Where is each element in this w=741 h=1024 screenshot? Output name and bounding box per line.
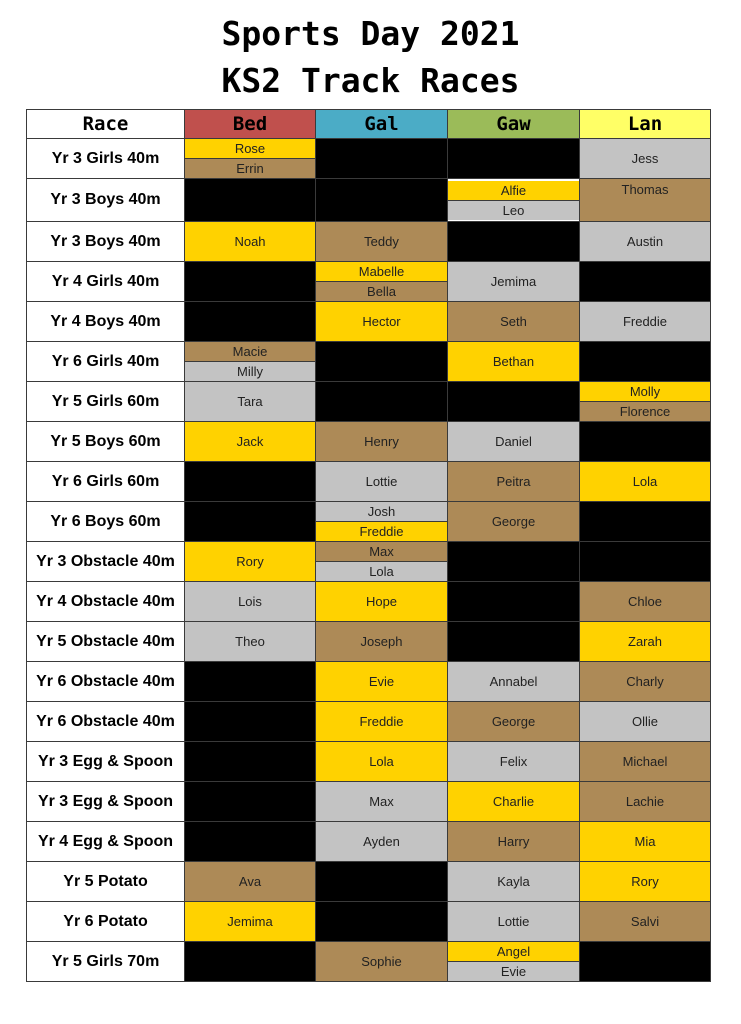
- participant-cell: Jemima: [448, 262, 580, 302]
- participant-cell: Teddy: [316, 222, 448, 262]
- header-race: Race: [27, 110, 185, 139]
- header-bed: Bed: [185, 110, 316, 139]
- table-row: [27, 782, 711, 822]
- empty-cell: [185, 662, 316, 702]
- participant-cell: Charlie: [448, 782, 580, 822]
- table-body: [27, 139, 711, 982]
- participant-cell: Felix: [448, 742, 580, 782]
- empty-cell: [580, 542, 711, 582]
- participant-cell: Henry: [316, 422, 448, 462]
- table-row: [27, 902, 711, 942]
- empty-cell: [185, 942, 316, 982]
- race-name: Yr 3 Boys 40m: [27, 222, 185, 262]
- race-name: Yr 6 Boys 60m: [27, 502, 185, 542]
- header-row: [27, 110, 711, 139]
- participant-cell: Ayden: [316, 822, 448, 862]
- participant-cell: Michael: [580, 742, 711, 782]
- table-row: [27, 382, 711, 422]
- table-row: [27, 342, 711, 382]
- race-name: Yr 4 Boys 40m: [27, 302, 185, 342]
- race-name: Yr 5 Obstacle 40m: [27, 622, 185, 662]
- race-name: Yr 3 Girls 40m: [27, 139, 185, 179]
- participant-cell: Joseph: [316, 622, 448, 662]
- participant-cell: Rory: [580, 862, 711, 902]
- participant-cell: Sophie: [316, 942, 448, 982]
- empty-cell: [316, 902, 448, 942]
- race-name: Yr 4 Egg & Spoon: [27, 822, 185, 862]
- participant-cell: Freddie: [316, 702, 448, 742]
- participant-cell: Theo: [185, 622, 316, 662]
- race-name: Yr 4 Obstacle 40m: [27, 582, 185, 622]
- empty-cell: [185, 702, 316, 742]
- split-cell: [580, 382, 711, 422]
- header-gaw: Gaw: [448, 110, 580, 139]
- participant-cell: Hector: [316, 302, 448, 342]
- participant-cell: Noah: [185, 222, 316, 262]
- participant-cell: Mia: [580, 822, 711, 862]
- race-name: Yr 5 Boys 60m: [27, 422, 185, 462]
- participant-cell: Rose: [185, 139, 315, 158]
- split-cell: [316, 502, 448, 542]
- split-cell: [448, 179, 580, 222]
- participant-cell: Bella: [316, 281, 447, 301]
- split-cell: [185, 342, 316, 382]
- race-name: Yr 6 Obstacle 40m: [27, 662, 185, 702]
- participant-cell: Evie: [448, 961, 579, 981]
- race-name: Yr 4 Girls 40m: [27, 262, 185, 302]
- empty-cell: [316, 382, 448, 422]
- participant-cell: Jess: [580, 139, 711, 179]
- participant-cell: Chloe: [580, 582, 711, 622]
- table-row: [27, 139, 711, 179]
- empty-cell: [185, 179, 316, 222]
- empty-cell: [316, 342, 448, 382]
- table-row: [27, 622, 711, 662]
- race-name: Yr 3 Boys 40m: [27, 179, 185, 222]
- race-name: Yr 5 Potato: [27, 862, 185, 902]
- race-name: Yr 6 Obstacle 40m: [27, 702, 185, 742]
- table-row: [27, 502, 711, 542]
- empty-cell: [580, 422, 711, 462]
- participant-cell: Zarah: [580, 622, 711, 662]
- empty-cell: [580, 502, 711, 542]
- table-row: [27, 302, 711, 342]
- table-row: [27, 422, 711, 462]
- participant-cell: Thomas: [580, 179, 711, 222]
- participant-cell: Kayla: [448, 862, 580, 902]
- race-name: Yr 3 Obstacle 40m: [27, 542, 185, 582]
- participant-cell: Max: [316, 782, 448, 822]
- empty-cell: [448, 382, 580, 422]
- participant-cell: Errin: [185, 158, 315, 178]
- empty-cell: [580, 942, 711, 982]
- participant-cell: Seth: [448, 302, 580, 342]
- empty-cell: [185, 782, 316, 822]
- race-table: [26, 109, 711, 982]
- participant-cell: Max: [316, 542, 447, 561]
- table-row: [27, 662, 711, 702]
- participant-cell: Charly: [580, 662, 711, 702]
- table-row: [27, 582, 711, 622]
- race-name: Yr 3 Egg & Spoon: [27, 782, 185, 822]
- participant-cell: Alfie: [448, 181, 579, 200]
- participant-cell: Tara: [185, 382, 316, 422]
- empty-cell: [185, 742, 316, 782]
- title-line-1: Sports Day 2021: [221, 14, 520, 53]
- participant-cell: Ollie: [580, 702, 711, 742]
- empty-cell: [448, 222, 580, 262]
- participant-cell: Milly: [185, 361, 315, 381]
- participant-cell: Freddie: [316, 521, 447, 541]
- empty-cell: [185, 462, 316, 502]
- header-lan: Lan: [580, 110, 711, 139]
- participant-cell: Florence: [580, 401, 710, 421]
- participant-cell: Jack: [185, 422, 316, 462]
- race-name: Yr 3 Egg & Spoon: [27, 742, 185, 782]
- split-cell: [316, 262, 448, 302]
- table-row: [27, 179, 711, 222]
- empty-cell: [185, 262, 316, 302]
- participant-cell: Josh: [316, 502, 447, 521]
- empty-cell: [448, 582, 580, 622]
- participant-cell: Hope: [316, 582, 448, 622]
- participant-cell: Freddie: [580, 302, 711, 342]
- participant-cell: George: [448, 702, 580, 742]
- split-cell: [316, 542, 448, 582]
- empty-cell: [580, 262, 711, 302]
- empty-cell: [316, 139, 448, 179]
- participant-cell: Angel: [448, 942, 579, 961]
- race-name: Yr 6 Girls 60m: [27, 462, 185, 502]
- race-name: Yr 6 Girls 40m: [27, 342, 185, 382]
- empty-cell: [448, 139, 580, 179]
- table-row: [27, 462, 711, 502]
- table-row: [27, 822, 711, 862]
- empty-cell: [580, 342, 711, 382]
- participant-cell: Rory: [185, 542, 316, 582]
- participant-cell: Bethan: [448, 342, 580, 382]
- race-name: Yr 5 Girls 70m: [27, 942, 185, 982]
- empty-cell: [185, 502, 316, 542]
- race-name: Yr 5 Girls 60m: [27, 382, 185, 422]
- table-row: [27, 702, 711, 742]
- participant-cell: Evie: [316, 662, 448, 702]
- participant-cell: Lottie: [448, 902, 580, 942]
- participant-cell: Macie: [185, 342, 315, 361]
- participant-cell: Daniel: [448, 422, 580, 462]
- participant-cell: Peitra: [448, 462, 580, 502]
- header-gal: Gal: [316, 110, 448, 139]
- table-row: [27, 262, 711, 302]
- table-row: [27, 222, 711, 262]
- participant-cell: Lottie: [316, 462, 448, 502]
- participant-cell: Annabel: [448, 662, 580, 702]
- empty-cell: [185, 822, 316, 862]
- split-cell: [448, 942, 580, 982]
- participant-cell: Lola: [316, 742, 448, 782]
- split-cell: [185, 139, 316, 179]
- empty-cell: [185, 302, 316, 342]
- title-line-2: KS2 Track Races: [221, 61, 520, 100]
- participant-cell: Harry: [448, 822, 580, 862]
- participant-cell: Jemima: [185, 902, 316, 942]
- participant-cell: Salvi: [580, 902, 711, 942]
- participant-cell: Lola: [316, 561, 447, 581]
- participant-cell: George: [448, 502, 580, 542]
- participant-cell: Ava: [185, 862, 316, 902]
- empty-cell: [316, 179, 448, 222]
- participant-cell: Molly: [580, 382, 710, 401]
- empty-cell: [448, 622, 580, 662]
- table-row: [27, 742, 711, 782]
- race-name: Yr 6 Potato: [27, 902, 185, 942]
- empty-cell: [448, 542, 580, 582]
- empty-cell: [316, 862, 448, 902]
- table-row: [27, 942, 711, 982]
- participant-cell: Lois: [185, 582, 316, 622]
- participant-cell: Lachie: [580, 782, 711, 822]
- participant-cell: Austin: [580, 222, 711, 262]
- participant-cell: Leo: [448, 200, 579, 220]
- participant-cell: Mabelle: [316, 262, 447, 281]
- table-row: [27, 862, 711, 902]
- table-row: [27, 542, 711, 582]
- participant-cell: Lola: [580, 462, 711, 502]
